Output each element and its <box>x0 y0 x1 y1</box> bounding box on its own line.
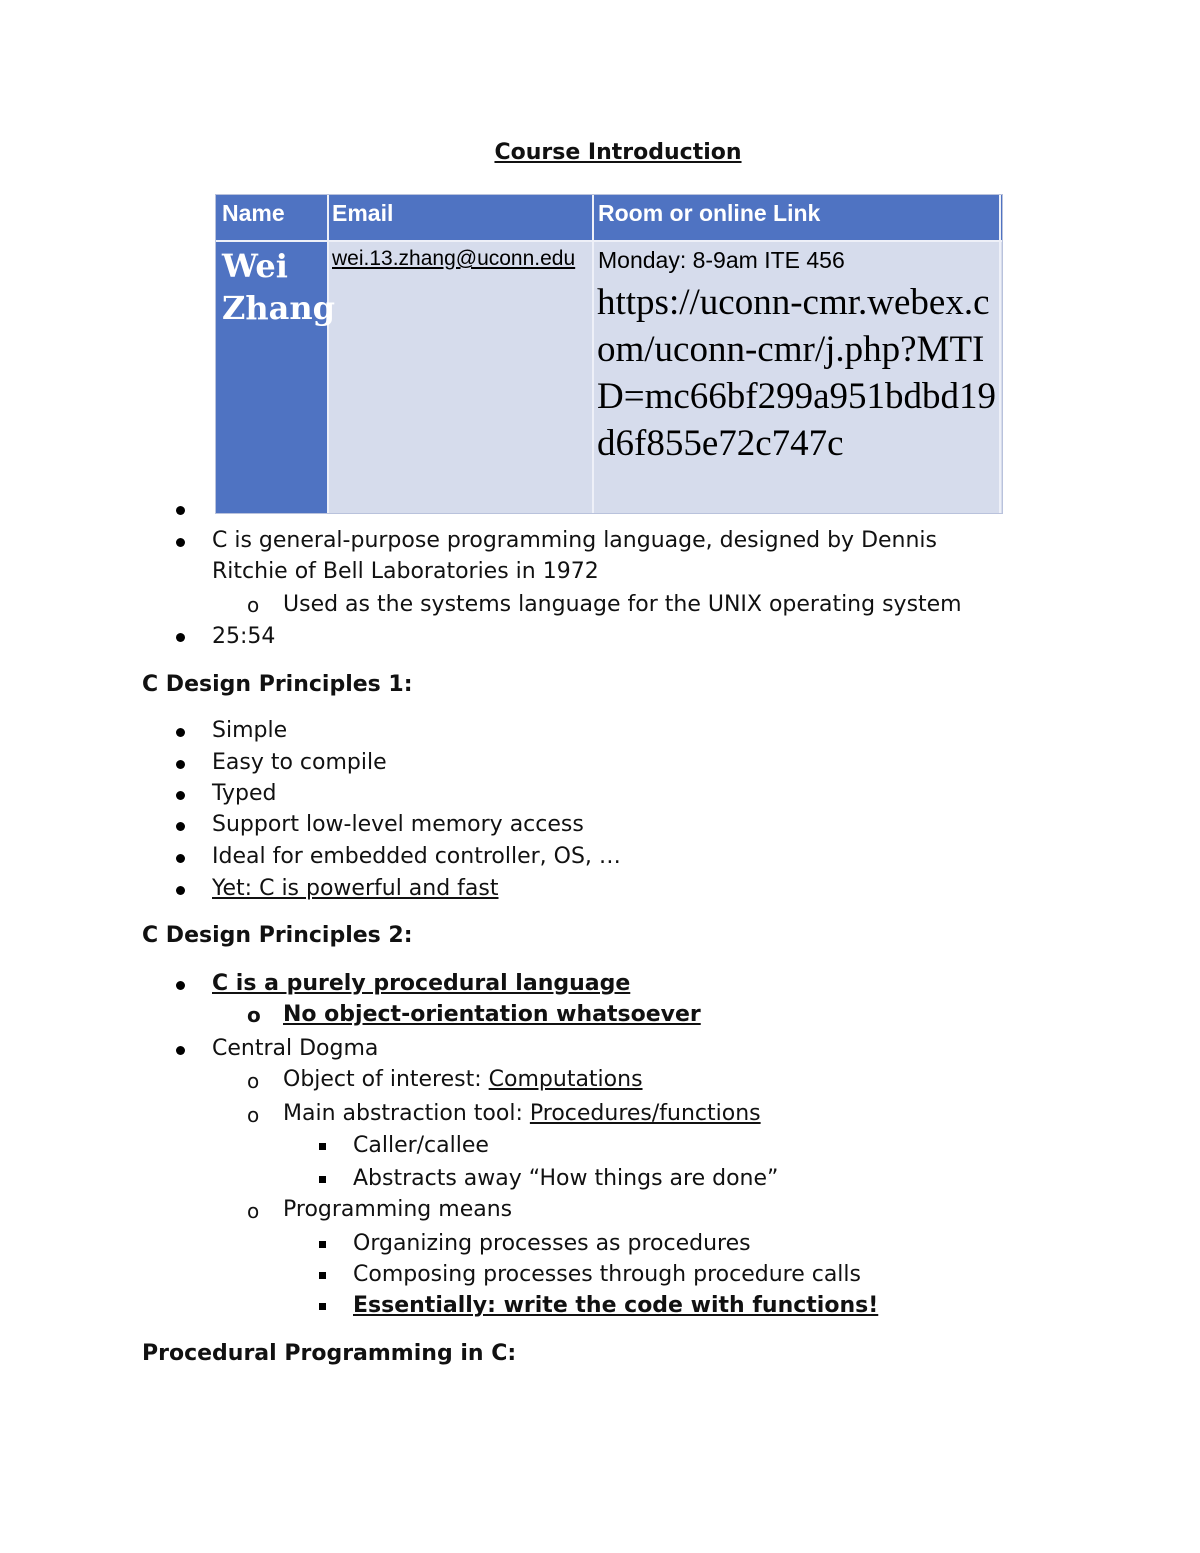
circle-bullet-icon: o <box>247 1069 260 1093</box>
circle-bullet-icon: o <box>247 1103 260 1127</box>
circle-bullet-icon: o <box>247 1199 260 1223</box>
bullet-icon <box>176 633 185 642</box>
intro-bullet-2: 25:54 <box>212 624 276 649</box>
list-item-highlight: Yet: C is powerful and fast <box>212 876 499 901</box>
programming-means: Programming means <box>283 1197 513 1222</box>
header-email: Email <box>332 200 394 226</box>
list-item: Easy to compile <box>212 750 387 775</box>
bullet-icon <box>176 791 185 800</box>
square-bullet-icon <box>319 1272 326 1279</box>
bullet-icon <box>176 506 185 515</box>
section-heading-2: C Design Principles 2: <box>142 923 413 948</box>
square-bullet-icon <box>319 1303 326 1310</box>
section-heading-1: C Design Principles 1: <box>142 672 413 697</box>
webex-link[interactable]: https://uconn-cmr.webex.com/uconn-cmr/j.php?MTID=mc66bf299a951bdbd19d6f855e72c747c <box>597 282 997 464</box>
square-bullet-icon <box>319 1241 326 1248</box>
list-item: Typed <box>212 781 277 806</box>
no-oo-bullet: No object-orientation whatsoever <box>283 1002 701 1027</box>
bullet-icon <box>176 854 185 863</box>
abstracts-away: Abstracts away “How things are done” <box>353 1166 779 1191</box>
section-heading-3: Procedural Programming in C: <box>142 1341 517 1366</box>
list-item: Ideal for embedded controller, OS, … <box>212 844 621 869</box>
abstraction-tool: Main abstraction tool: Procedures/functions <box>283 1101 761 1126</box>
header-room: Room or online Link <box>598 200 821 226</box>
composing-processes: Composing processes through procedure calls <box>353 1262 861 1287</box>
bullet-icon <box>176 728 185 737</box>
bullet-icon <box>176 822 185 831</box>
list-item: Simple <box>212 718 288 743</box>
intro-bullet-1-cont: Ritchie of Bell Laboratories in 1972 <box>212 559 599 584</box>
object-of-interest: Object of interest: Computations <box>283 1067 643 1092</box>
bullet-icon <box>176 1046 185 1055</box>
central-dogma-bullet: Central Dogma <box>212 1036 379 1061</box>
caller-callee: Caller/callee <box>353 1133 489 1158</box>
instructor-email[interactable]: wei.13.zhang@uconn.edu <box>332 247 576 270</box>
procedural-bullet: C is a purely procedural language <box>212 971 631 996</box>
bullet-icon <box>176 760 185 769</box>
office-hours: Monday: 8-9am ITE 456 <box>598 247 845 273</box>
header-name: Name <box>222 200 285 226</box>
intro-bullet-1: C is general-purpose programming language, designed by Dennis <box>212 528 938 553</box>
page-title: Course Introduction <box>494 140 742 165</box>
bullet-icon <box>176 981 185 990</box>
organizing-processes: Organizing processes as procedures <box>353 1231 751 1256</box>
square-bullet-icon <box>319 1176 326 1183</box>
bullet-icon <box>176 886 185 895</box>
list-item: Support low-level memory access <box>212 812 584 837</box>
square-bullet-icon <box>319 1143 326 1150</box>
instructor-table <box>215 194 1003 514</box>
intro-sub-bullet: Used as the systems language for the UNIX operating system <box>283 592 962 617</box>
circle-bullet-icon: o <box>247 593 260 617</box>
instructor-name: Wei Zhang <box>222 247 335 327</box>
essentially-functions: Essentially: write the code with functions! <box>353 1293 879 1318</box>
bullet-icon <box>176 538 185 547</box>
circle-bullet-icon: o <box>247 1003 261 1027</box>
